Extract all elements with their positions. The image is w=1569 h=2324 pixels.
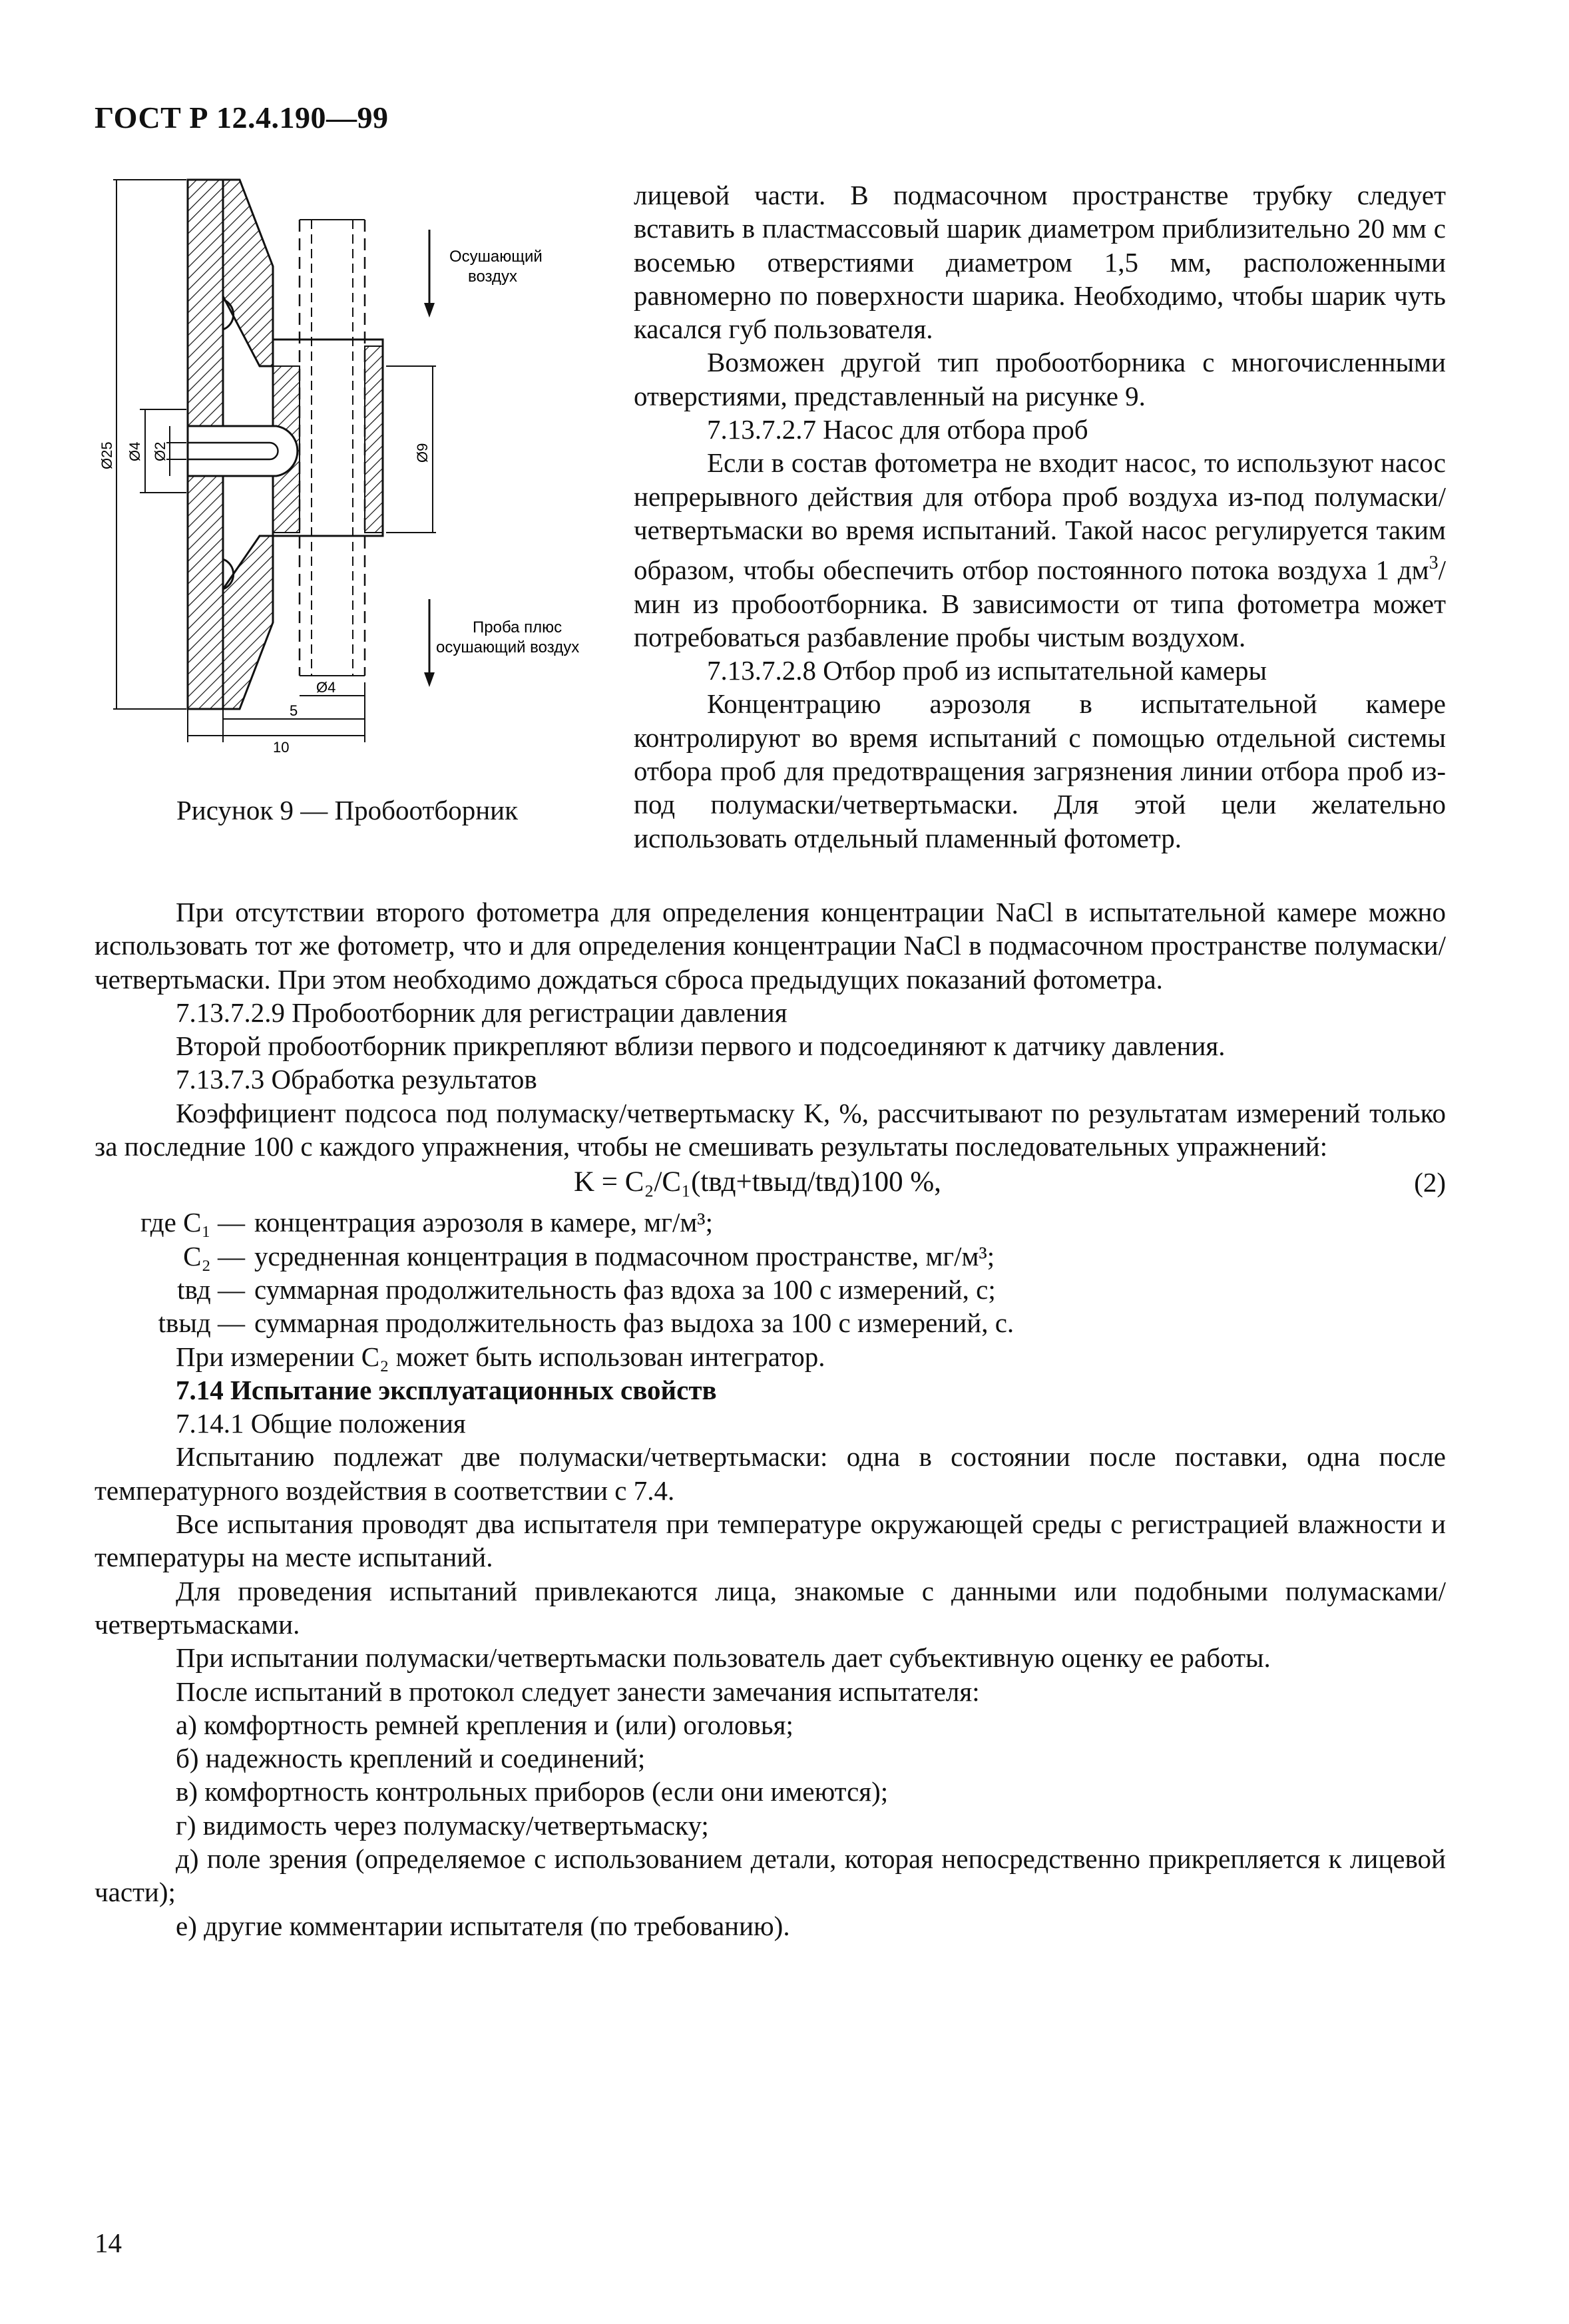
paragraph: При испытании полумаски/четвертьмаски пользователь дает субъективную оценку ее работы.	[176, 1642, 1271, 1674]
definition-row	[95, 1273, 1446, 1306]
paragraph: Испытанию подлежат две полумаски/четвертьмаски: одна в состоянии после поставки, одна после температурного воздействия в соответствии с 7.4.	[95, 1441, 1446, 1506]
definition-row	[95, 1306, 1446, 1339]
formula-definitions	[95, 1206, 1446, 1339]
arrow-sample	[424, 599, 435, 687]
formula-block	[95, 1166, 1446, 1203]
figure-caption: Рисунок 9 — Пробоотборник	[176, 795, 519, 825]
paragraph: Второй пробоотборник прикрепляют вблизи первого и подсоединяют к датчику давления.	[176, 1031, 1226, 1062]
section-heading-bold: 7.14 Испытание эксплуатационных свойств	[176, 1374, 717, 1405]
superscript: 3	[1429, 553, 1439, 574]
formula-number: (2)	[1414, 1167, 1446, 1198]
dim-length-5: 5	[290, 702, 298, 719]
definition-text: суммарная продолжительность фаз вдоха за 100 с измерений, с;	[254, 1274, 996, 1305]
definition-symbol: C₂ —	[183, 1240, 245, 1272]
paragraph	[634, 446, 1446, 654]
figure-sampler-drawing	[100, 163, 619, 789]
paragraph: При измерении C₂ может быть использован интегратор.	[176, 1341, 825, 1372]
document-header: ГОСТ Р 12.4.190—99	[95, 101, 389, 134]
definition-symbol: где C₁ —	[140, 1207, 245, 1238]
paragraph: лицевой части. В подмасочном пространстве трубку следует вставить в пластмассовый шарик диаметром приблизительно 20 мм с восемью отверстиями диаметром 1,5 мм, расположенными равномерно по поверхности шарика. Необходимо, чтобы шарик чуть касался губ пользователя.	[634, 180, 1446, 345]
paragraph: Возможен другой тип пробоотборника с многочисленными отверстиями, представленный на рисунке 9.	[634, 347, 1446, 411]
list-item: а) комфортность ремней крепления и (или) оголовья;	[176, 1709, 793, 1740]
section-heading: 7.13.7.3 Обработка результатов	[176, 1064, 537, 1095]
page-number: 14	[95, 2227, 122, 2258]
dim-length-10: 10	[273, 739, 290, 756]
dim-d4-bottom: Ø4	[316, 679, 336, 696]
arrow-dry-air	[424, 230, 435, 318]
label-sample-2: осушающий воздух	[436, 638, 580, 656]
list-item: е) другие комментарии испытателя (по требованию).	[176, 1910, 790, 1941]
dim-d25: Ø25	[100, 441, 115, 469]
main-text	[95, 895, 1446, 1943]
label-sample-1: Проба плюс	[473, 618, 562, 636]
sampler-drawing-svg	[100, 163, 619, 789]
definition-row	[95, 1206, 1446, 1239]
paragraph: Все испытания проводят два испытателя при температуре окружающей среды с регистрацией влажности и температуры на месте испытаний.	[95, 1509, 1446, 1573]
list-item: д) поле зрения (определяемое с использованием детали, которая непосредственно прикрепляется к лицевой части);	[95, 1843, 1446, 1908]
list-item: в) комфортность контрольных приборов (если они имеются);	[176, 1776, 889, 1807]
paragraph-part: /мин из пробоотборника. В зависимости от типа фотометра может потребоваться разбавление пробы чистым воздухом.	[634, 555, 1446, 652]
formula: K = C₂/C₁(tвд+tвыд/tвд)100 %,	[574, 1166, 941, 1198]
section-heading: 7.14.1 Общие положения	[176, 1408, 466, 1439]
label-dry-air-1: Осушающий	[449, 248, 543, 266]
label-dry-air-2: воздух	[468, 268, 518, 286]
definition-symbol: tвд —	[177, 1274, 245, 1305]
paragraph: При отсутствии второго фотометра для определения концентрации NaCl в испытательной камере можно использовать тот же фотометр, что и для определения концентрации NaCl в подмасочном пространстве полумаски/четвертьмаски. При этом необходимо дождаться сброса предыдущих показаний фотометра.	[95, 897, 1446, 995]
definition-text: суммарная продолжительность фаз выдоха за 100 с измерений, с.	[254, 1307, 1014, 1339]
paragraph: После испытаний в протокол следует занести замечания испытателя:	[176, 1676, 980, 1707]
left-dimensions	[113, 180, 186, 709]
section-heading: 7.13.7.2.9 Пробоотборник для регистрации давления	[176, 997, 787, 1028]
paragraph: Концентрацию аэрозоля в испытательной камере контролируют во время испытаний с помощью отдельной системы отбора проб для предотвращения загрязнения линии отбора проб из-под полумаски/четвертьмаски. Для этой цели желательно использовать отдельный пламенный фотометр.	[634, 688, 1446, 853]
central-channel	[188, 426, 298, 476]
right-column-text	[634, 178, 1446, 855]
definition-row	[95, 1240, 1446, 1273]
paragraph: Коэффициент подсоса под полумаску/четвертьмаску K, %, рассчитывают по результатам измерений только за последние 100 с каждого упражнения, чтобы не смешивать результаты последовательных упражнений:	[95, 1097, 1446, 1162]
definition-text: усредненная концентрация в подмасочном пространстве, мг/м³;	[254, 1240, 995, 1272]
list-item: г) видимость через полумаску/четвертьмаску;	[176, 1809, 709, 1841]
paragraph-part: Если в состав фотометра не входит насос, то используют насос непрерывного действия для отбора проб воздуха из-под полумаски/четвертьмаски во время испытаний. Такой насос регулируется таким образом, чтобы обеспечить отбор постоянного потока воздуха 1 дм	[634, 447, 1446, 586]
sampling-tube	[300, 220, 365, 676]
paragraph: Для проведения испытаний привлекаются лица, знакомые с данными или подобными полумасками/четвертьмасками.	[95, 1575, 1446, 1640]
dim-d2: Ø2	[152, 441, 168, 461]
list-item: б) надежность креплений и соединений;	[176, 1743, 646, 1774]
definition-symbol: tвыд —	[158, 1307, 245, 1339]
section-heading: 7.13.7.2.7 Насос для отбора проб	[707, 414, 1088, 445]
dim-d4: Ø4	[126, 441, 143, 461]
dim-d9: Ø9	[414, 443, 431, 463]
definition-text: концентрация аэрозоля в камере, мг/м³;	[254, 1207, 713, 1238]
section-heading: 7.13.7.2.8 Отбор проб из испытательной камеры	[707, 655, 1267, 686]
